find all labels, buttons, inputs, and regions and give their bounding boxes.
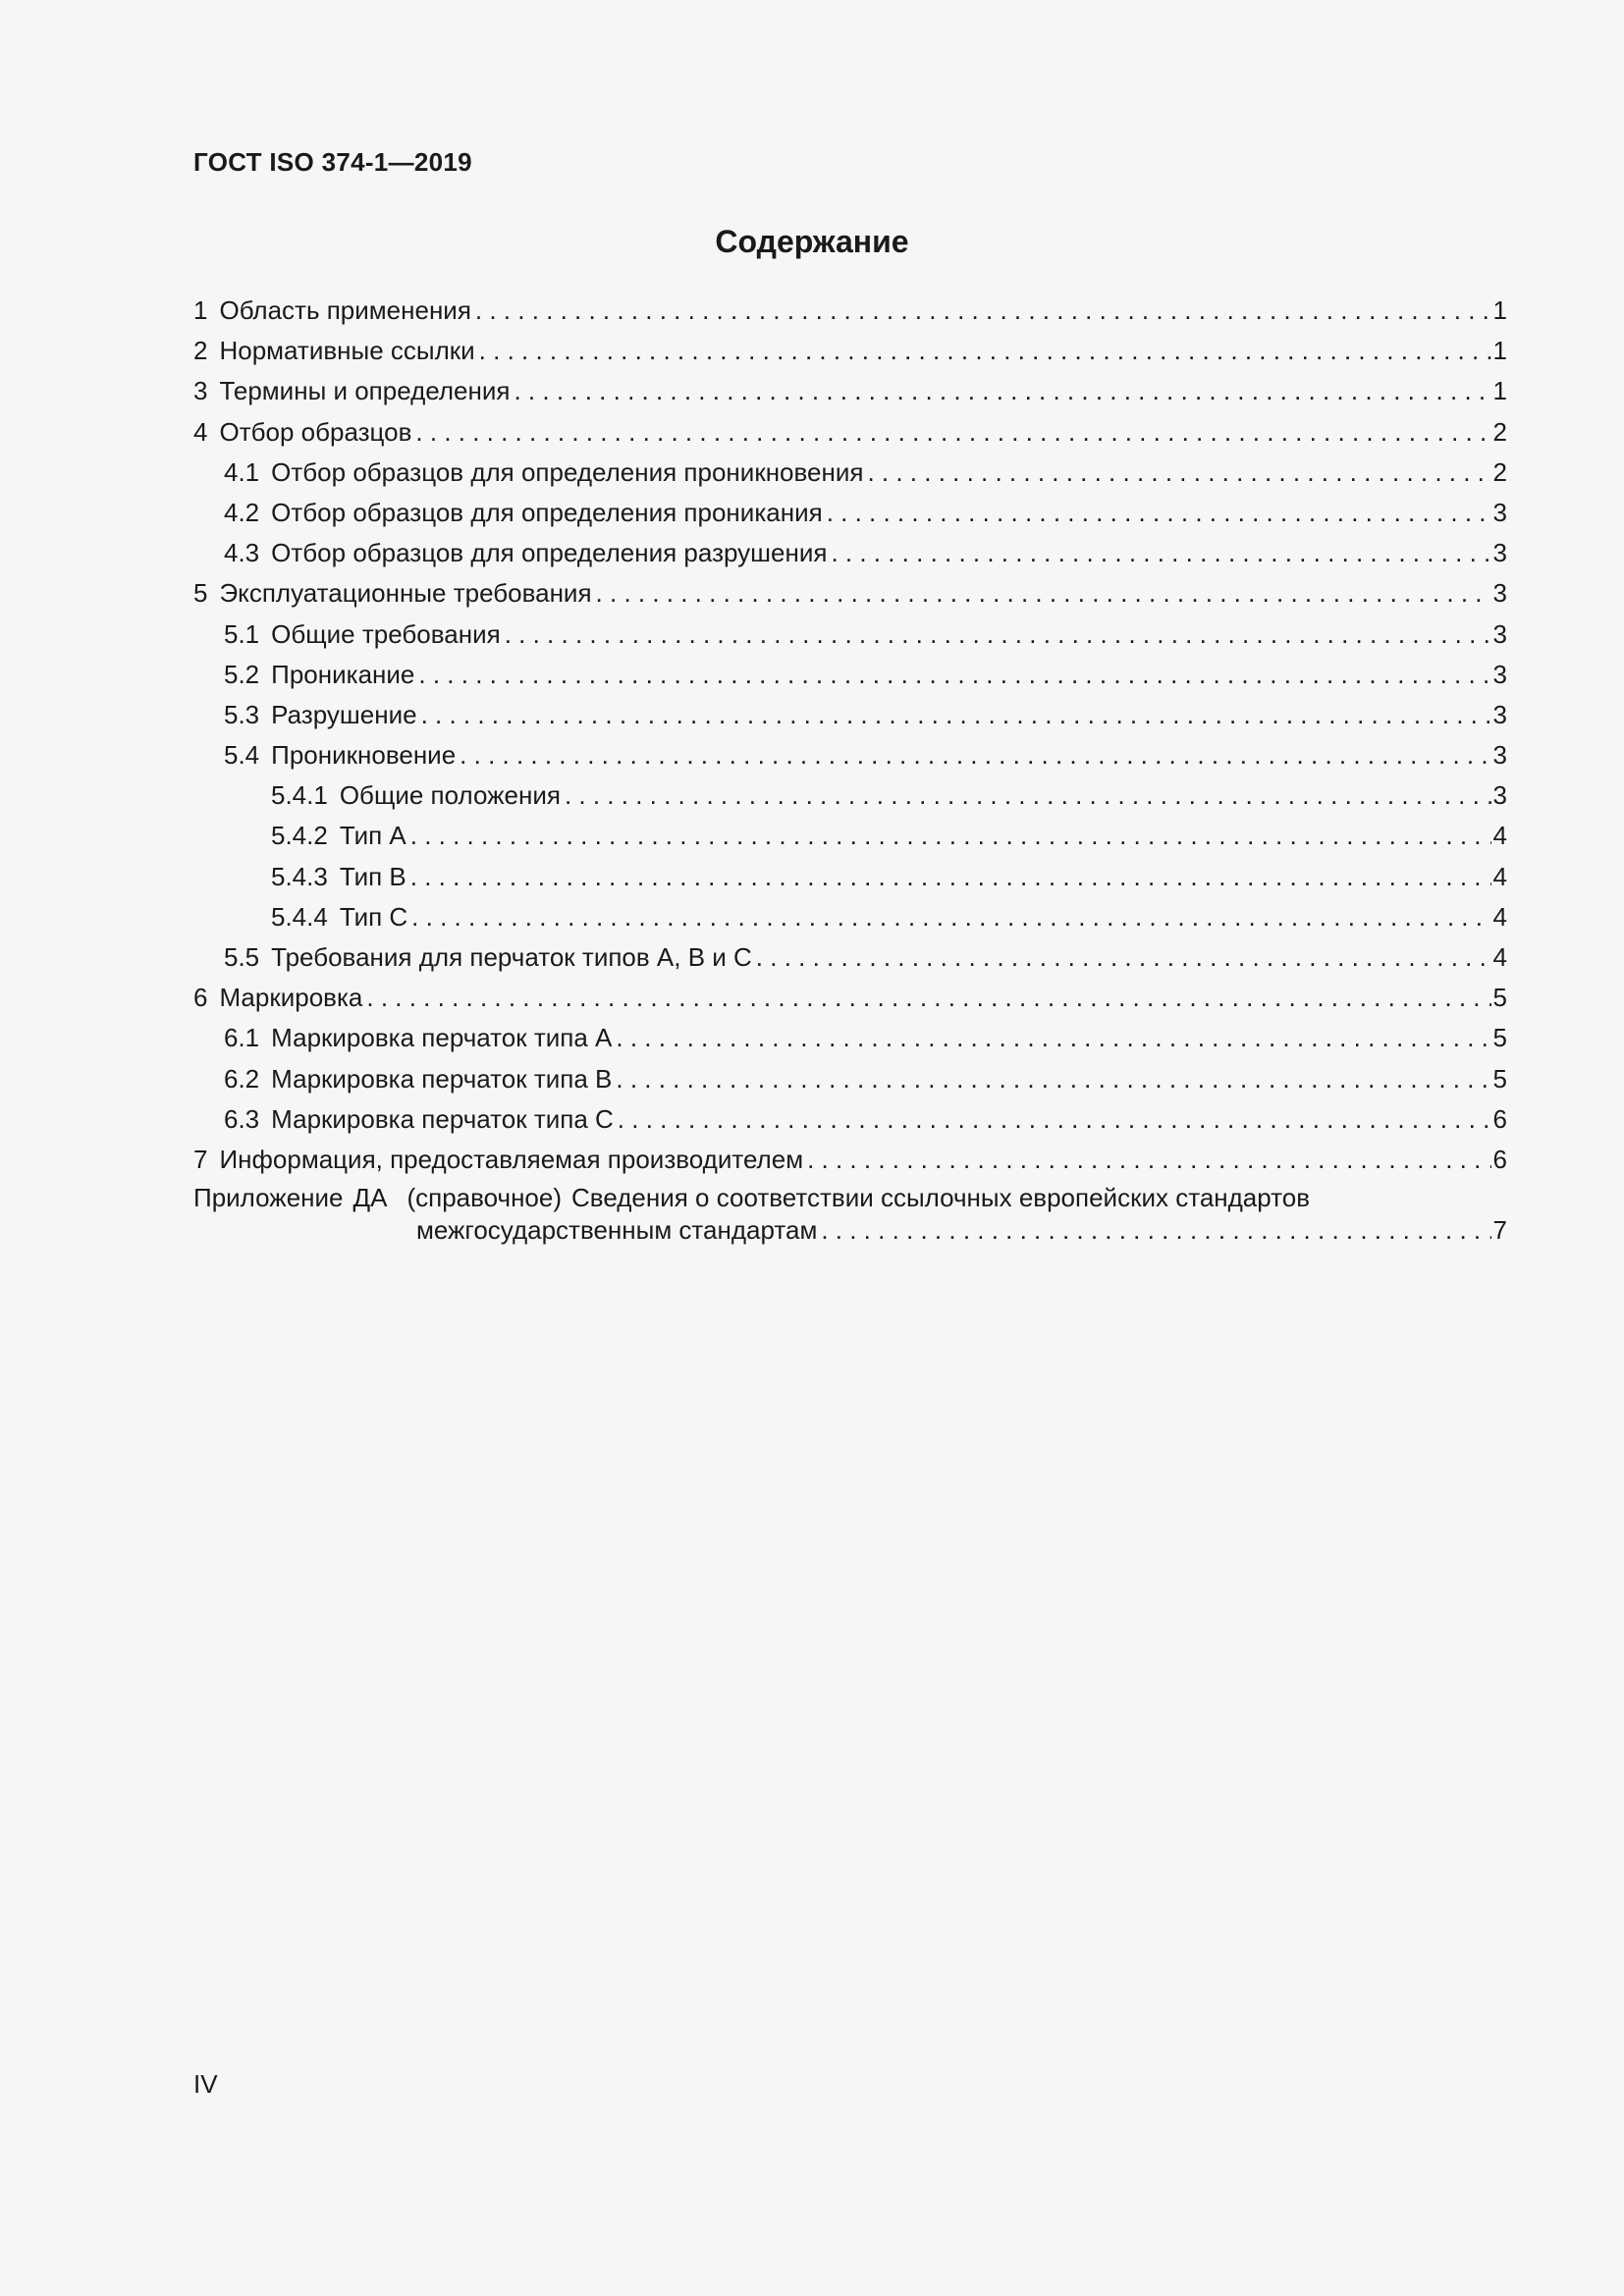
toc-entry-page-number: 4 — [1492, 942, 1507, 972]
toc-entry-label: Общие положения — [339, 780, 561, 811]
dot-leader — [475, 291, 1491, 331]
dot-leader — [421, 695, 1491, 735]
dot-leader — [410, 857, 1491, 897]
toc-entry-page-number: 1 — [1492, 376, 1507, 406]
toc-entry-label: Маркировка перчаток типа С — [271, 1103, 614, 1134]
toc-entry-label: Информация, предоставляемая производителем — [219, 1144, 804, 1174]
page-title: Содержание — [715, 224, 909, 259]
toc-entries — [193, 291, 1507, 1180]
toc-entry[interactable] — [193, 291, 1507, 331]
dot-leader — [831, 533, 1490, 573]
toc-entry-label: Термины и определения — [219, 376, 511, 406]
toc-entry-number: 6.1 — [224, 1023, 260, 1053]
toc-entry-page-number: 3 — [1492, 659, 1507, 689]
document-header: ГОСТ ISO 374-1—2019 — [193, 147, 472, 177]
toc-entry[interactable] — [193, 897, 1507, 937]
toc-entry-label: Разрушение — [271, 699, 417, 729]
toc-entry-number: 4.3 — [224, 538, 260, 568]
toc-entry[interactable] — [193, 816, 1507, 856]
dot-leader — [460, 735, 1490, 775]
toc-entry[interactable] — [193, 655, 1507, 695]
toc-entry[interactable] — [193, 1140, 1507, 1180]
page-number-roman: IV — [193, 2069, 218, 2099]
dot-leader — [514, 371, 1490, 411]
toc-entry-label: Эксплуатационные требования — [219, 578, 592, 609]
toc-entry-number: 5.4.4 — [271, 901, 328, 932]
toc-entry-label: Отбор образцов для определения проникновения — [271, 456, 864, 487]
toc-entry-number: 4.2 — [224, 497, 260, 527]
appendix-title-line1: Сведения о соответствии ссылочных европейских стандартов — [571, 1183, 1311, 1213]
appendix-first-line — [193, 1182, 1507, 1214]
toc-entry-page-number: 6 — [1492, 1144, 1507, 1174]
toc-entry-number: 4.1 — [224, 456, 260, 487]
toc-entry-page-number: 3 — [1492, 699, 1507, 729]
appendix-title-line2: межгосударственным стандартам — [416, 1215, 818, 1246]
toc-entry-page-number: 3 — [1492, 618, 1507, 649]
toc-entry-label: Требования для перчаток типов А, В и С — [271, 942, 752, 972]
toc-entry[interactable] — [193, 937, 1507, 978]
toc-entry-label: Отбор образцов для определения разрушения — [271, 538, 828, 568]
dot-leader — [756, 937, 1491, 978]
toc-entry[interactable] — [193, 1018, 1507, 1058]
toc-entry-number: 5.4.3 — [271, 861, 328, 891]
toc-entry-page-number: 3 — [1492, 497, 1507, 527]
dot-leader — [807, 1140, 1490, 1180]
toc-entry-number: 5.4.2 — [271, 821, 328, 851]
toc-entry-label: Отбор образцов — [219, 416, 412, 447]
toc-entry-label: Тип С — [339, 901, 408, 932]
toc-entry-number: 5.2 — [224, 659, 260, 689]
toc-entry-page-number: 4 — [1492, 821, 1507, 851]
toc-entry-page-number: 3 — [1492, 780, 1507, 811]
toc-entry-label: Маркировка — [219, 983, 363, 1013]
appendix-prefix: Приложение — [193, 1183, 344, 1213]
dot-leader — [366, 978, 1490, 1018]
appendix-page-number: 7 — [1492, 1215, 1507, 1246]
toc-entry-label: Маркировка перчаток типа А — [271, 1023, 613, 1053]
toc-entry-label: Маркировка перчаток типа В — [271, 1063, 613, 1094]
toc-entry-number: 6.3 — [224, 1103, 260, 1134]
dot-leader — [410, 816, 1491, 856]
toc-entry[interactable] — [193, 614, 1507, 655]
dot-leader — [411, 897, 1490, 937]
toc-entry-label: Нормативные ссылки — [219, 336, 475, 366]
toc-entry-page-number: 2 — [1492, 416, 1507, 447]
toc-entry[interactable] — [193, 1059, 1507, 1099]
toc-appendix-entry[interactable] — [193, 1182, 1507, 1247]
toc-entry-page-number: 2 — [1492, 456, 1507, 487]
toc-entry-page-number: 4 — [1492, 861, 1507, 891]
toc-entry-label: Отбор образцов для определения проникания — [271, 497, 823, 527]
dot-leader — [616, 1018, 1490, 1058]
toc-entry-number: 5 — [193, 578, 208, 609]
toc-entry-number: 5.3 — [224, 699, 260, 729]
appendix-kind: (справочное) — [406, 1183, 563, 1213]
dot-leader — [827, 493, 1491, 533]
toc-entry-number: 3 — [193, 376, 208, 406]
toc-entry-page-number: 5 — [1492, 983, 1507, 1013]
toc-entry[interactable] — [193, 331, 1507, 371]
toc-entry[interactable] — [193, 695, 1507, 735]
toc-entry-number: 2 — [193, 336, 208, 366]
toc-entry-number: 7 — [193, 1144, 208, 1174]
toc-entry-label: Область применения — [219, 295, 471, 325]
toc-entry-number: 5.4 — [224, 740, 260, 771]
dot-leader — [415, 412, 1490, 453]
toc-entry-page-number: 5 — [1492, 1023, 1507, 1053]
toc-entry[interactable] — [193, 573, 1507, 614]
dot-leader — [867, 453, 1490, 493]
dot-leader — [596, 573, 1491, 614]
dot-leader — [821, 1214, 1490, 1247]
toc-entry-number: 5.1 — [224, 618, 260, 649]
toc-entry-label: Проникновение — [271, 740, 457, 771]
dot-leader — [618, 1099, 1491, 1140]
toc-entry[interactable] — [193, 533, 1507, 573]
toc-entry[interactable] — [193, 735, 1507, 775]
appendix-letter: ДА — [352, 1183, 388, 1213]
toc-entry-number: 6.2 — [224, 1063, 260, 1094]
dot-leader — [418, 655, 1490, 695]
toc-entry-label: Общие требования — [271, 618, 501, 649]
toc-entry-number: 5.4.1 — [271, 780, 328, 811]
toc-entry-page-number: 3 — [1492, 538, 1507, 568]
table-of-contents — [193, 291, 1507, 1247]
toc-entry-number: 4 — [193, 416, 208, 447]
toc-entry[interactable] — [193, 371, 1507, 411]
toc-entry-page-number: 4 — [1492, 901, 1507, 932]
appendix-second-line — [193, 1214, 1507, 1247]
dot-leader — [565, 775, 1491, 816]
toc-entry-label: Тип В — [339, 861, 406, 891]
toc-entry-page-number: 3 — [1492, 578, 1507, 609]
toc-entry-page-number: 6 — [1492, 1103, 1507, 1134]
toc-entry[interactable] — [193, 493, 1507, 533]
toc-entry[interactable] — [193, 978, 1507, 1018]
toc-entry-page-number: 1 — [1492, 336, 1507, 366]
dot-leader — [616, 1059, 1490, 1099]
toc-entry-label: Тип А — [339, 821, 406, 851]
toc-entry-page-number: 5 — [1492, 1063, 1507, 1094]
toc-entry[interactable] — [193, 857, 1507, 897]
dot-leader — [505, 614, 1491, 655]
toc-entry[interactable] — [193, 775, 1507, 816]
toc-entry-page-number: 1 — [1492, 295, 1507, 325]
toc-entry-number: 5.5 — [224, 942, 260, 972]
toc-entry[interactable] — [193, 412, 1507, 453]
dot-leader — [479, 331, 1491, 371]
toc-entry-number: 6 — [193, 983, 208, 1013]
toc-entry[interactable] — [193, 1099, 1507, 1140]
toc-entry[interactable] — [193, 453, 1507, 493]
toc-entry-page-number: 3 — [1492, 740, 1507, 771]
toc-entry-label: Проникание — [271, 659, 415, 689]
toc-entry-number: 1 — [193, 295, 208, 325]
